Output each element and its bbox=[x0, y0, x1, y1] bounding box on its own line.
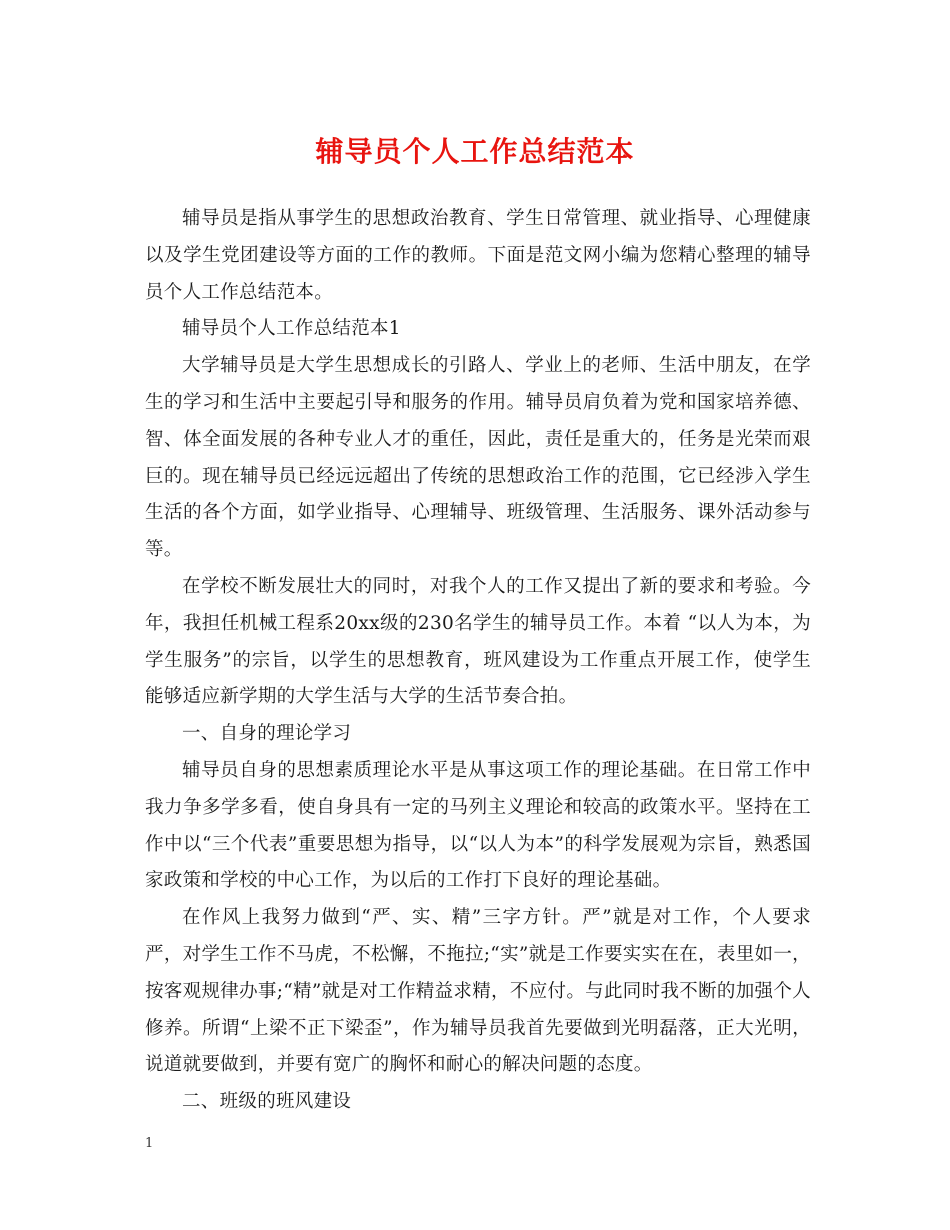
document-body bbox=[145, 201, 811, 1121]
paragraph: 在作风上我努力做到“严、实、精”三字方针。严”就是对工作，个人要求严，对学生工作不马虎，不松懈，不拖拉;“实”就是工作要实实在在，表里如一，按客观规律办事;“精”就是对工作精益求精，不应付。与此同时我不断的加强个人修养。所谓“上梁不正下梁歪”，作为辅导员我首先要做到光明磊落，正大光明，说道就要做到，并要有宽广的胸怀和耐心的解决问题的态度。 bbox=[145, 907, 811, 1076]
document-title: 辅导员个人工作总结范本 bbox=[315, 135, 635, 168]
paragraph: 在学校不断发展壮大的同时，对我个人的工作又提出了新的要求和考验。今年，我担任机械工程系20xx级的230名学生的辅导员工作。本着 “以人为本，为学生服务”的宗旨，以学生的思想教育，班风建设为工作重点开展工作，使学生能够适应新学期的大学生活与大学的生活节奏合拍。 bbox=[145, 575, 811, 708]
paragraph-intro: 辅导员是指从事学生的思想政治教育、学生日常管理、就业指导、心理健康以及学生党团建设等方面的工作的教师。下面是范文网小编为您精心整理的辅导员个人工作总结范本。 bbox=[145, 208, 811, 303]
paragraph: 大学辅导员是大学生思想成长的引路人、学业上的老师、生活中朋友，在学生的学习和生活中主要起引导和服务的作用。辅导员肩负着为党和国家培养德、智、体全面发展的各种专业人才的重任，因此，责任是重大的，任务是光荣而艰巨的。现在辅导员已经远远超出了传统的思想政治工作的范围，它已经涉入学生生活的各个方面，如学业指导、心理辅导、班级管理、生活服务、课外活动参与等。 bbox=[145, 355, 811, 561]
paragraph: 辅导员自身的思想素质理论水平是从事这项工作的理论基础。在日常工作中我力争多学多看，使自身具有一定的马列主义理论和较高的政策水平。坚持在工作中以“三个代表”重要思想为指导，以“以人为本”的科学发展观为宗旨，熟悉国家政策和学校的中心工作，为以后的工作打下良好的理论基础。 bbox=[145, 759, 811, 892]
paragraph-subheading-class-style: 二、班级的班风建设 bbox=[182, 1091, 352, 1113]
paragraph-subheading-theory: 一、自身的理论学习 bbox=[182, 723, 352, 745]
page-number: 1 bbox=[145, 1136, 154, 1151]
paragraph-section-heading-1: 辅导员个人工作总结范本1 bbox=[182, 318, 401, 340]
